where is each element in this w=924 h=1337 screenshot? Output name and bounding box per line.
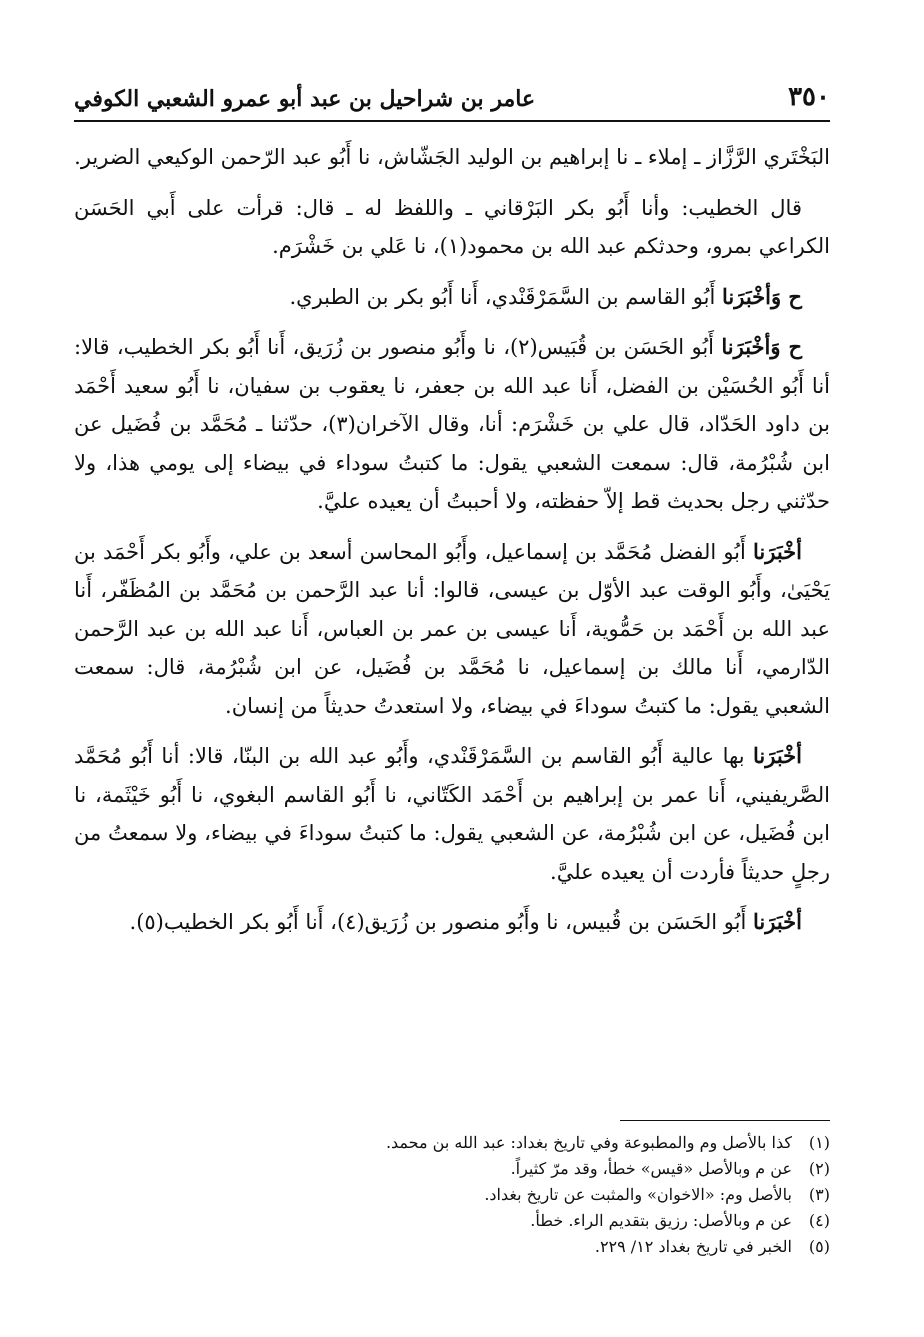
paragraph: أخْبَرَنا بها عالية أَبُو القاسم بن السَّمَرْقَنْدي، وأَبُو عبد الله بن البنّا، قالا: أنا أَبُو مُحَمَّد الصَّريفيني، أَنا عمر بن إبراهيم بن أَحْمَد الكَتّاني، نا أَبُو القاسم البغوي، نا أَبُو خَيْثَمة، نا ابن فُضَيل، عن ابن شُبْرُمة، عن الشعبي يقول: ما كتبتُ سوداءَ في بيضاء، ولا سمعتُ من رجلٍ حديثاً فأردت أن يعيده عليَّ.	[74, 743, 830, 884]
paragraph: ح وَأخْبَرَنا أَبُو القاسم بن السَّمَرْقَنْدي، أَنا أَبُو بكر بن الطبري.	[289, 283, 802, 309]
paragraph: البَخْتَري الرَّزَّاز ـ إملاء ـ نا إبراهيم بن الوليد الجَشّاش، نا أَبُو عبد الرّحمن الوكيعي الضرير.	[74, 145, 830, 169]
paragraph: أخْبَرَنا أَبُو الفضل مُحَمَّد بن إسماعيل، وأَبُو المحاسن أسعد بن علي، وأَبُو بكر أَحْمَد بن يَحْيَىٰ، وأَبُو الوقت عبد الأوّل بن عيسى، قالوا: أنا عبد الرَّحمن بن مُحَمَّد بن المُظَفّر، أَنا عبد الله بن أَحْمَد بن حَمُّوية، أَنا عيسى بن عمر بن العباس، أَنا عبد الله بن عبد الرَّحمن الدّارمي، أَنا مالك بن إسماعيل، نا مُحَمَّد بن فُضَيل، عن ابن شُبْرُمة، قال: سمعت الشعبي يقول: ما كتبتُ سوداءَ في بيضاء، ولا استعدتُ حديثاً من إنسان.	[74, 538, 830, 718]
footnote: (٤) عن م وبالأصل: رزيق بتقديم الراء. خطأ.	[530, 1211, 830, 1230]
narration-keyword: أخْبَرَنا	[753, 538, 802, 564]
paragraph: أخْبَرَنا أَبُو الحَسَن بن قُبيس، نا وأَبُو منصور بن زُرَيق(٤)، أَنا أَبُو بكر الخطيب(٥).	[129, 909, 802, 934]
footnote: (٥) الخبر في تاريخ بغداد ١٢/ ٢٢٩.	[594, 1237, 830, 1256]
footnote: (١) كذا بالأصل وم والمطبوعة وفي تاريخ بغداد: عبد الله بن محمد.	[385, 1133, 830, 1152]
narration-keyword: ح وَأخْبَرَنا	[721, 334, 803, 359]
narration-keyword: أخْبَرَنا	[753, 743, 802, 768]
page-number: ٣٥٠	[788, 82, 830, 112]
paragraph: قال الخطيب: وأنا أَبُو بكر البَرْقاني ـ واللفظ له ـ قال: قرأت على أَبي الحَسَن الكراعي بمرو، وحدثكم عبد الله بن محمود(١)، نا عَلي بن خَشْرَم.	[74, 195, 830, 258]
page-header	[74, 72, 830, 112]
footnote: (٢) عن م وبالأصل «قيس» خطأ، وقد مرّ كثيراً.	[510, 1159, 830, 1178]
running-title: عامر بن شراحيل بن عبد أبو عمرو الشعبي الكوفي	[74, 86, 536, 112]
header-rule	[74, 120, 830, 122]
paragraph: ح وَأخْبَرَنا أَبُو الحَسَن بن قُبَيس(٢)، نا وأَبُو منصور بن زُرَيق، أَنا أَبُو بكر الخطيب، قالا: أنا أَبُو الحُسَيْن بن الفضل، أَنا عبد الله بن جعفر، نا يعقوب بن سفيان، نا أَبُو سعيد أَحْمَد بن داود الحَدّاد، قال علي بن خَشْرَم: أنا، وقال الآخران(٣)، حدّثنا ـ مُحَمَّد بن فُضَيل عن ابن شُبْرُمة، قال: سمعت الشعبي يقول: ما كتبتُ سوداء في بيضاء إلى يومي هذا، ولا حدّثني رجل بحديث قط إلاّ حفظته، ولا أحببتُ أن يعيده عليَّ.	[74, 334, 830, 513]
footnote-rule	[620, 1120, 830, 1121]
narration-keyword: أخْبَرَنا	[753, 909, 802, 934]
footnotes	[74, 1130, 830, 1260]
footnote: (٣) بالأصل وم: «الاخوان» والمثبت عن تاريخ بغداد.	[484, 1185, 830, 1204]
narration-keyword: ح وَأخْبَرَنا	[722, 283, 802, 309]
main-text	[74, 138, 830, 954]
